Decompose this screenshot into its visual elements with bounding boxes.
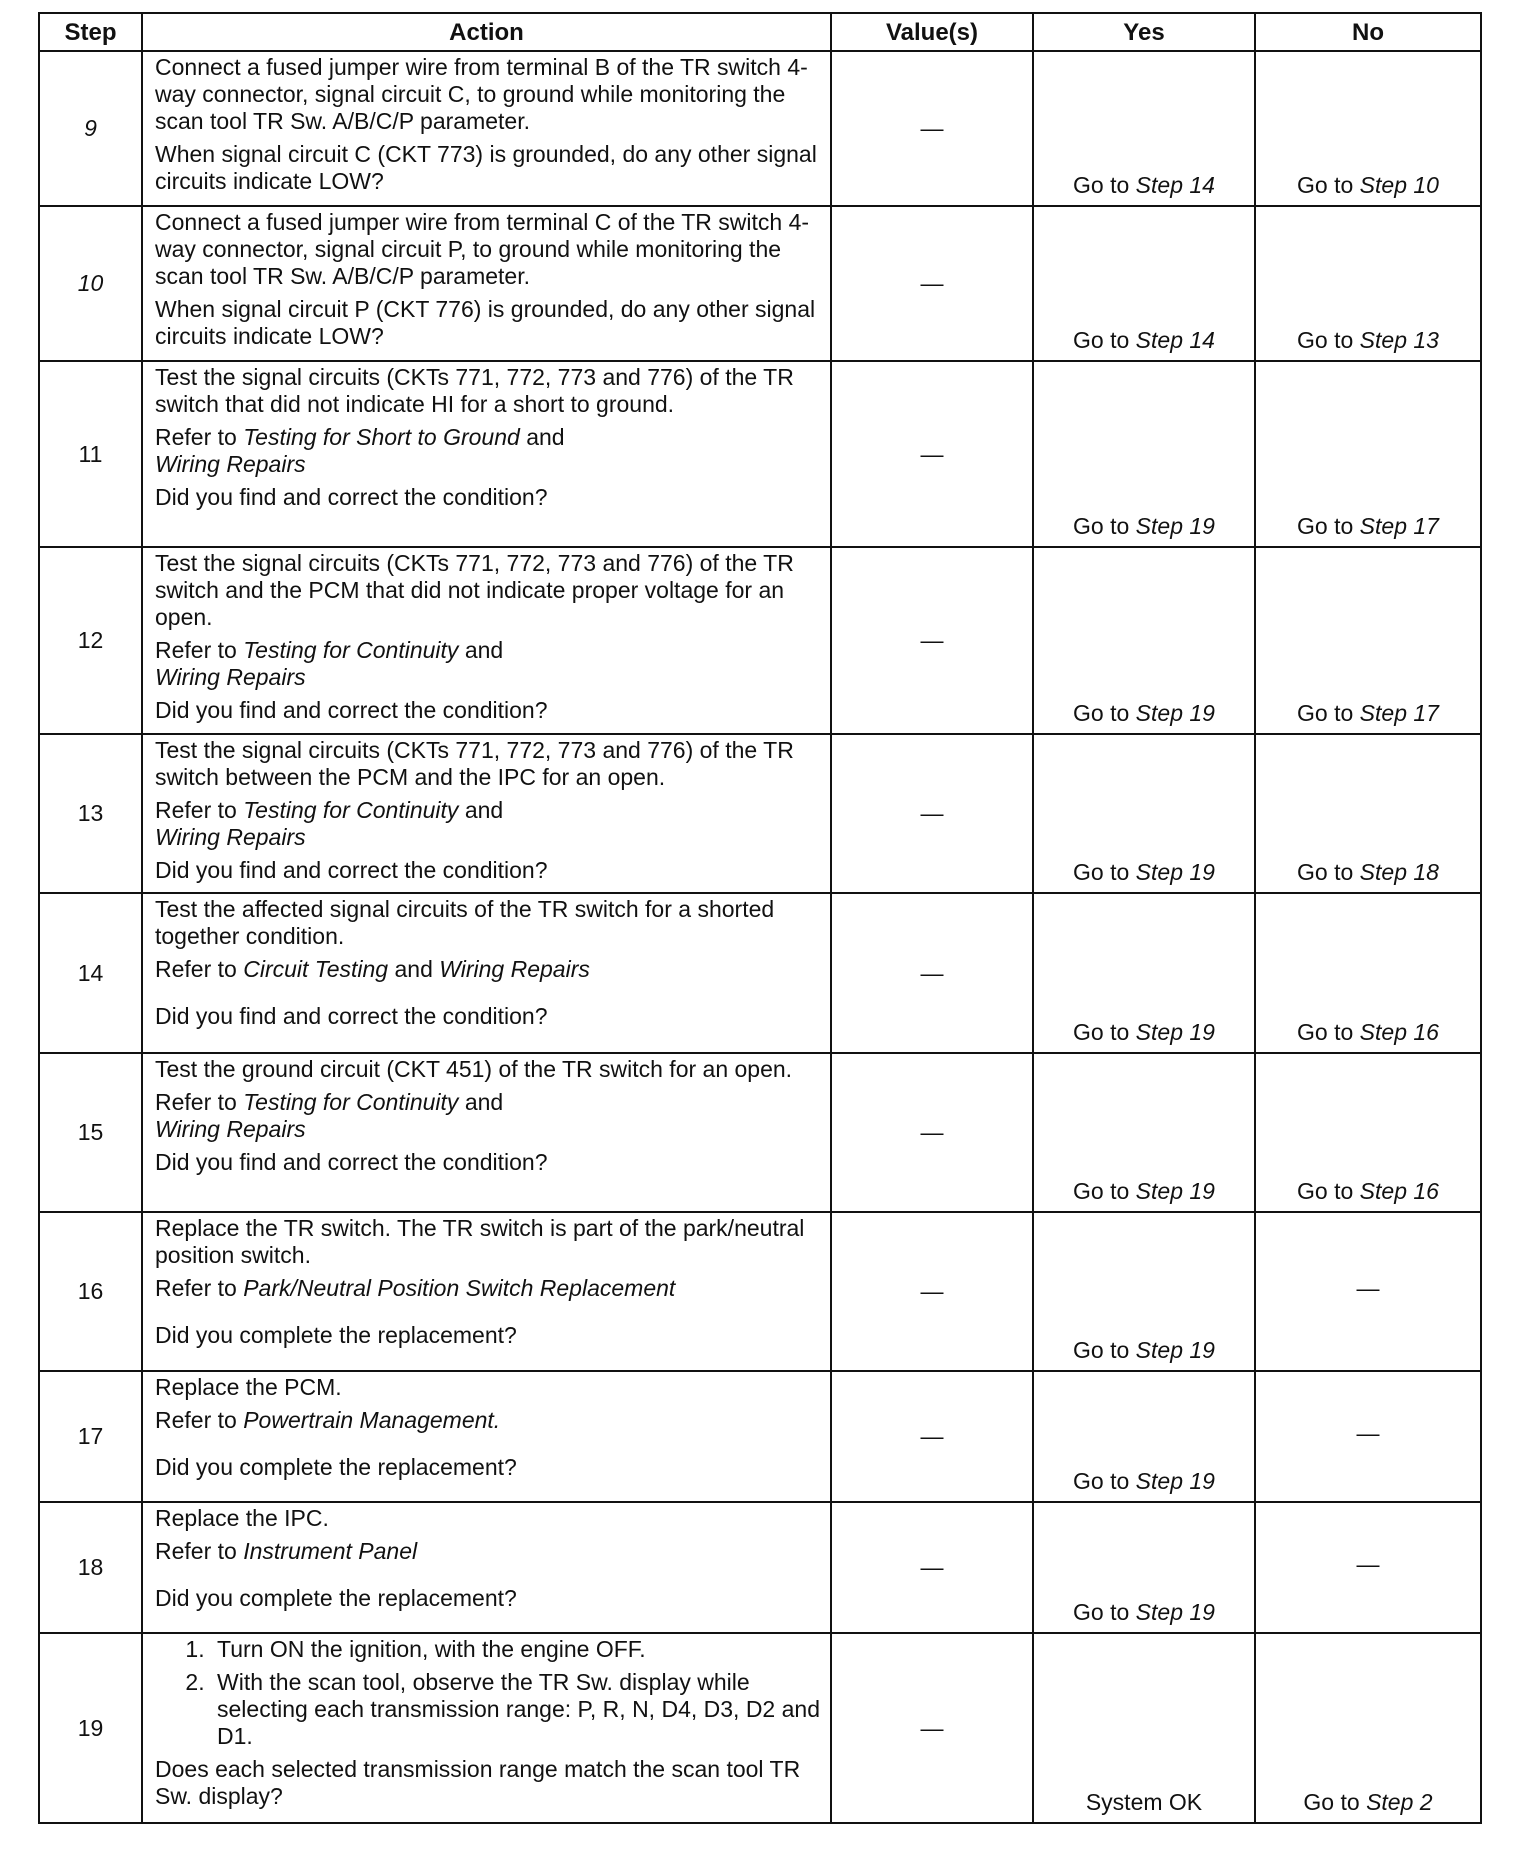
value-cell: — <box>831 361 1033 547</box>
no-cell <box>1255 734 1481 893</box>
action-cell <box>142 1633 831 1823</box>
procedure-list <box>155 1636 822 1750</box>
yes-cell: System OK <box>1033 1633 1255 1823</box>
value-cell: — <box>831 547 1033 734</box>
question-text: When signal circuit C (CKT 773) is grounded, do any other signal circuits indicate LOW? <box>155 141 817 194</box>
step-link[interactable]: Step 19 <box>1135 859 1215 885</box>
action-cell <box>142 361 831 547</box>
table-row <box>39 734 1481 893</box>
no-cell: — <box>1255 1502 1481 1633</box>
refer-text <box>155 1407 822 1434</box>
question-text: When signal circuit P (CKT 776) is grounded, do any other signal circuits indicate LOW? <box>155 296 816 349</box>
table-row <box>39 1371 1481 1502</box>
goto-label: Go to <box>1073 1468 1130 1494</box>
action-text: Replace the PCM. <box>155 1374 342 1400</box>
yes-cell <box>1033 1212 1255 1371</box>
step-number: 9 <box>39 51 142 206</box>
value-cell: — <box>831 1053 1033 1212</box>
refer-text <box>155 797 822 851</box>
reference-link[interactable]: Powertrain Management. <box>243 1407 501 1433</box>
no-cell: — <box>1255 1212 1481 1371</box>
reference-link[interactable]: Circuit Testing <box>243 956 389 982</box>
step-number: 14 <box>39 893 142 1053</box>
goto-label: Go to <box>1073 327 1130 353</box>
goto-label: Go to <box>1073 1178 1130 1204</box>
step-link[interactable]: Step 16 <box>1359 1178 1439 1204</box>
reference-link[interactable]: Instrument Panel <box>243 1538 418 1564</box>
refer-text <box>155 1275 822 1302</box>
action-cell <box>142 206 831 361</box>
no-cell <box>1255 361 1481 547</box>
value-cell: — <box>831 1633 1033 1823</box>
action-cell <box>142 893 831 1053</box>
action-cell <box>142 547 831 734</box>
refer-text <box>155 956 822 983</box>
step-link[interactable]: Step 18 <box>1359 859 1439 885</box>
step-number: 12 <box>39 547 142 734</box>
step-link[interactable]: Step 19 <box>1135 1019 1215 1045</box>
step-number: 11 <box>39 361 142 547</box>
refer-label: Refer to <box>155 956 237 982</box>
no-cell <box>1255 206 1481 361</box>
goto-label: Go to <box>1073 1019 1130 1045</box>
step-link[interactable]: Step 19 <box>1135 1178 1215 1204</box>
question-text: Did you find and correct the condition? <box>155 697 548 723</box>
step-number: 18 <box>39 1502 142 1633</box>
reference-link[interactable]: Testing for Continuity <box>243 797 459 823</box>
no-cell <box>1255 547 1481 734</box>
action-text: Test the signal circuits (CKTs 771, 772, 773 and 776) of the TR switch between the PCM and the IPC for an open. <box>155 737 794 790</box>
table-row <box>39 1212 1481 1371</box>
header-values: Value(s) <box>831 13 1033 51</box>
value-cell: — <box>831 893 1033 1053</box>
step-link[interactable]: Step 13 <box>1359 327 1439 353</box>
step-link[interactable]: Step 16 <box>1359 1019 1439 1045</box>
action-cell <box>142 1212 831 1371</box>
refer-text <box>155 1089 822 1143</box>
value-cell: — <box>831 51 1033 206</box>
refer-text <box>155 424 822 478</box>
goto-label: Go to <box>1297 859 1354 885</box>
yes-cell <box>1033 1371 1255 1502</box>
question-text: Does each selected transmission range match the scan tool TR Sw. display? <box>155 1756 801 1809</box>
yes-cell <box>1033 206 1255 361</box>
header-action: Action <box>142 13 831 51</box>
action-text: Test the signal circuits (CKTs 771, 772, 773 and 776) of the TR switch and the PCM that did not indicate proper voltage for an open. <box>155 550 794 630</box>
step-link[interactable]: Step 19 <box>1135 513 1215 539</box>
step-link[interactable]: Step 19 <box>1135 700 1215 726</box>
step-link[interactable]: Step 14 <box>1135 172 1215 198</box>
table-row <box>39 206 1481 361</box>
table-row <box>39 893 1481 1053</box>
no-cell <box>1255 1053 1481 1212</box>
refer-label: Refer to <box>155 1538 237 1564</box>
table-row <box>39 51 1481 206</box>
reference-link[interactable]: Wiring Repairs <box>155 451 306 477</box>
goto-label: Go to <box>1297 700 1354 726</box>
action-text: Test the signal circuits (CKTs 771, 772, 773 and 776) of the TR switch that did not indicate HI for a short to ground. <box>155 364 794 417</box>
goto-label: Go to <box>1073 513 1130 539</box>
value-cell: — <box>831 1502 1033 1633</box>
reference-link[interactable]: Testing for Continuity <box>243 1089 459 1115</box>
step-number: 10 <box>39 206 142 361</box>
diagnostic-table <box>38 12 1482 1824</box>
list-item: 1. Turn ON the ignition, with the engine OFF. <box>211 1636 822 1663</box>
action-text: Test the ground circuit (CKT 451) of the TR switch for an open. <box>155 1056 793 1082</box>
header-no: No <box>1255 13 1481 51</box>
and-label: and <box>394 956 433 982</box>
step-link[interactable]: Step 10 <box>1359 172 1439 198</box>
header-row <box>39 13 1481 51</box>
and-label: and <box>464 1089 504 1115</box>
reference-link[interactable]: Testing for Short to Ground <box>243 424 520 450</box>
step-link[interactable]: Step 19 <box>1135 1468 1215 1494</box>
action-cell <box>142 1502 831 1633</box>
goto-label: Go to <box>1073 1337 1130 1363</box>
step-link[interactable]: Step 17 <box>1359 700 1439 726</box>
step-number: 13 <box>39 734 142 893</box>
step-link[interactable]: Step 2 <box>1366 1789 1433 1815</box>
yes-cell <box>1033 1053 1255 1212</box>
reference-link[interactable]: Testing for Continuity <box>243 637 459 663</box>
and-label: and <box>526 424 565 450</box>
action-text: Connect a fused jumper wire from terminal B of the TR switch 4-way connector, signal circuit C, to ground while monitoring the scan tool TR Sw. A/B/C/P parameter. <box>155 54 808 134</box>
yes-cell <box>1033 1502 1255 1633</box>
action-text: Replace the IPC. <box>155 1505 329 1531</box>
reference-link[interactable]: Wiring Repairs <box>155 824 306 850</box>
yes-cell <box>1033 734 1255 893</box>
yes-cell <box>1033 893 1255 1053</box>
step-number: 15 <box>39 1053 142 1212</box>
refer-label: Refer to <box>155 1275 237 1301</box>
and-label: and <box>464 797 504 823</box>
table-row <box>39 1502 1481 1633</box>
goto-label: Go to <box>1297 513 1354 539</box>
value-cell: — <box>831 206 1033 361</box>
table-row <box>39 1053 1481 1212</box>
question-text: Did you find and correct the condition? <box>155 857 548 883</box>
table-row <box>39 547 1481 734</box>
value-cell: — <box>831 1212 1033 1371</box>
header-yes: Yes <box>1033 13 1255 51</box>
and-label: and <box>464 637 504 663</box>
goto-label: Go to <box>1073 700 1130 726</box>
goto-label: Go to <box>1297 172 1354 198</box>
goto-label: Go to <box>1073 859 1130 885</box>
goto-label: Go to <box>1303 1789 1360 1815</box>
question-text: Did you find and correct the condition? <box>155 1149 548 1175</box>
refer-label: Refer to <box>155 1407 237 1433</box>
value-cell: — <box>831 734 1033 893</box>
reference-link[interactable]: Park/Neutral Position Switch Replacement <box>243 1275 676 1301</box>
no-cell: — <box>1255 1371 1481 1502</box>
step-link[interactable]: Step 19 <box>1135 1599 1215 1625</box>
refer-label: Refer to <box>155 424 237 450</box>
reference-link[interactable]: Wiring Repairs <box>155 664 306 690</box>
refer-label: Refer to <box>155 797 237 823</box>
step-number: 16 <box>39 1212 142 1371</box>
step-number: 19 <box>39 1633 142 1823</box>
yes-cell <box>1033 547 1255 734</box>
list-item: 2. With the scan tool, observe the TR Sw. display while selecting each transmission range: P, R, N, D4, D3, D2 and D1. <box>211 1669 822 1750</box>
question-text: Did you find and correct the condition? <box>155 1003 548 1029</box>
action-cell <box>142 734 831 893</box>
reference-link[interactable]: Wiring Repairs <box>439 956 590 982</box>
step-link[interactable]: Step 14 <box>1135 327 1215 353</box>
action-cell <box>142 1371 831 1502</box>
refer-text <box>155 1538 822 1565</box>
refer-text <box>155 637 822 691</box>
goto-label: Go to <box>1073 1599 1130 1625</box>
reference-link[interactable]: Wiring Repairs <box>155 1116 306 1142</box>
question-text: Did you complete the replacement? <box>155 1454 517 1480</box>
question-text: Did you find and correct the condition? <box>155 484 548 510</box>
goto-label: Go to <box>1297 327 1354 353</box>
yes-cell <box>1033 361 1255 547</box>
goto-label: Go to <box>1297 1019 1354 1045</box>
goto-label: Go to <box>1297 1178 1354 1204</box>
action-text: Test the affected signal circuits of the TR switch for a shorted together condition. <box>155 896 775 949</box>
action-text: Connect a fused jumper wire from terminal C of the TR switch 4-way connector, signal circuit P, to ground while monitoring the scan tool TR Sw. A/B/C/P parameter. <box>155 209 810 289</box>
refer-label: Refer to <box>155 1089 237 1115</box>
yes-cell <box>1033 51 1255 206</box>
action-cell <box>142 51 831 206</box>
refer-label: Refer to <box>155 637 237 663</box>
header-step: Step <box>39 13 142 51</box>
action-text: Replace the TR switch. The TR switch is part of the park/neutral position switch. <box>155 1215 805 1268</box>
table-row <box>39 361 1481 547</box>
no-cell <box>1255 1633 1481 1823</box>
no-cell <box>1255 893 1481 1053</box>
step-number: 17 <box>39 1371 142 1502</box>
step-link[interactable]: Step 19 <box>1135 1337 1215 1363</box>
goto-label: Go to <box>1073 172 1130 198</box>
value-cell: — <box>831 1371 1033 1502</box>
no-cell <box>1255 51 1481 206</box>
action-cell <box>142 1053 831 1212</box>
step-link[interactable]: Step 17 <box>1359 513 1439 539</box>
question-text: Did you complete the replacement? <box>155 1585 517 1611</box>
table-row <box>39 1633 1481 1823</box>
question-text: Did you complete the replacement? <box>155 1322 517 1348</box>
